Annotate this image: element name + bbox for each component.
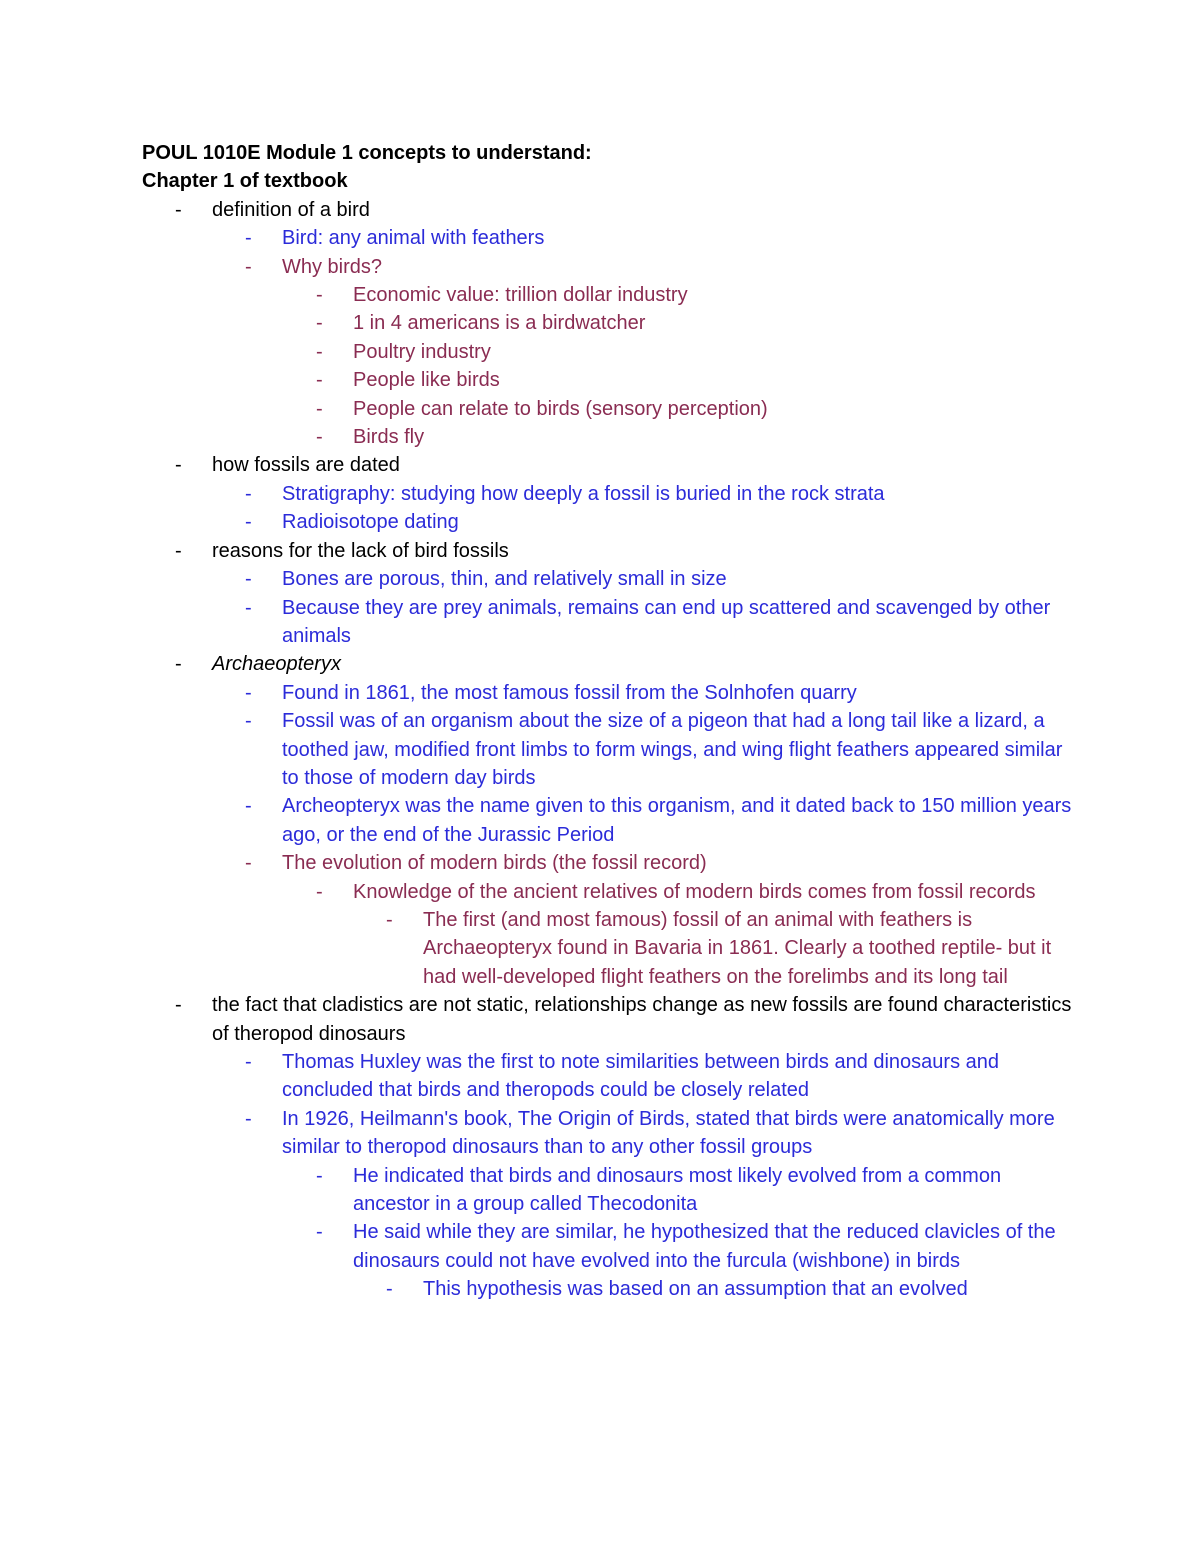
outline-item-text: Economic value: trillion dollar industry: [353, 284, 688, 307]
bullet-dash: -: [316, 1221, 323, 1244]
outline-item-text: This hypothesis was based on an assumption that an evolved: [423, 1278, 968, 1301]
outline-item-level-2: [142, 253, 1072, 281]
bullet-dash: -: [175, 539, 182, 562]
bullet-dash: -: [245, 255, 252, 278]
bullet-dash: -: [175, 653, 182, 676]
bullet-dash: -: [245, 795, 252, 818]
chapter-heading: Chapter 1 of textbook: [142, 170, 348, 193]
outline-item-level-2: [142, 508, 1072, 536]
bullet-dash: -: [245, 482, 252, 505]
outline-item-text: People like birds: [353, 369, 500, 392]
bullet-dash: -: [316, 397, 323, 420]
outline-item-level-3: [142, 338, 1072, 366]
bullet-dash: -: [316, 426, 323, 449]
outline-item-text: Birds fly: [353, 426, 425, 449]
outline-list: [142, 196, 1072, 1304]
outline-item-level-1: [142, 991, 1072, 1048]
outline-item-text: Because they are prey animals, remains can end up scattered and scavenged by other animals: [282, 596, 1051, 647]
outline-item-text: Bones are porous, thin, and relatively small in size: [282, 568, 727, 591]
outline-item-level-2: [142, 679, 1072, 707]
outline-item-text: The first (and most famous) fossil of an animal with feathers is Archaeopteryx found in Bavaria in 1861. Clearly a toothed reptile- but it had well-developed flight feathers on the forelimbs and its long tail: [423, 908, 1052, 988]
outline-item-text: Fossil was of an organism about the size of a pigeon that had a long tail like a lizard, a toothed jaw, modified front limbs to form wings, and wing flight feathers appeared similar to those of modern day birds: [282, 710, 1063, 789]
outline-item-level-1: [142, 537, 1072, 565]
outline-item-level-4: [142, 906, 1072, 991]
bullet-dash: -: [245, 568, 252, 591]
bullet-dash: -: [316, 1164, 323, 1187]
bullet-dash: -: [386, 1278, 393, 1301]
bullet-dash: -: [245, 681, 252, 704]
outline-item-level-2: [142, 224, 1072, 252]
outline-item-text: Poultry industry: [353, 340, 491, 363]
outline-item-level-1: [142, 196, 1072, 224]
outline-item-text: 1 in 4 americans is a birdwatcher: [353, 312, 646, 335]
outline-item-text: In 1926, Heilmann's book, The Origin of Birds, stated that birds were anatomically more similar to theropod dinosaurs than to any other fossil groups: [282, 1107, 1055, 1159]
outline-item-level-3: [142, 423, 1072, 451]
document-page: [142, 139, 1072, 1304]
outline-item-level-3: [142, 309, 1072, 337]
bullet-dash: -: [245, 511, 252, 534]
outline-item-text: He indicated that birds and dinosaurs most likely evolved from a common ancestor in a group called Thecodonita: [353, 1164, 1002, 1216]
outline-item-text: Archeopteryx was the name given to this organism, and it dated back to 150 million years ago, or the end of the Jurassic Period: [282, 795, 1072, 846]
outline-item-level-3: [142, 878, 1072, 906]
outline-item-text: He said while they are similar, he hypothesized that the reduced clavicles of the dinosaurs could not have evolved into the furcula (wishbone) in birds: [353, 1221, 1056, 1272]
outline-item-text: Stratigraphy: studying how deeply a fossil is buried in the rock strata: [282, 482, 885, 505]
bullet-dash: -: [245, 852, 252, 875]
bullet-dash: -: [175, 994, 182, 1017]
outline-item-text: Found in 1861, the most famous fossil from the Solnhofen quarry: [282, 681, 857, 704]
outline-item-text: Knowledge of the ancient relatives of modern birds comes from fossil records: [353, 880, 1036, 903]
outline-item-level-2: [142, 849, 1072, 877]
outline-item-text: how fossils are dated: [212, 454, 400, 477]
outline-item-level-2: [142, 1048, 1072, 1105]
outline-item-level-3: [142, 395, 1072, 423]
document-title: POUL 1010E Module 1 concepts to understand:: [142, 142, 592, 164]
bullet-dash: -: [316, 369, 323, 392]
outline-item-text: reasons for the lack of bird fossils: [212, 539, 509, 562]
outline-item-level-4: [142, 1275, 1072, 1303]
outline-item-level-3: [142, 366, 1072, 394]
bullet-dash: -: [245, 710, 252, 733]
bullet-dash: -: [316, 340, 323, 363]
bullet-dash: -: [316, 284, 323, 307]
bullet-dash: -: [316, 880, 323, 903]
outline-item-text: Thomas Huxley was the first to note similarities between birds and dinosaurs and concluded that birds and theropods could be closely related: [282, 1051, 1000, 1102]
outline-item-level-3: [142, 1218, 1072, 1275]
bullet-dash: -: [316, 312, 323, 335]
outline-item-level-2: [142, 707, 1072, 792]
outline-item-text: The evolution of modern birds (the fossil record): [282, 852, 707, 875]
outline-item-text: Bird: any animal with feathers: [282, 227, 545, 250]
bullet-dash: -: [245, 1107, 252, 1130]
outline-item-text: Radioisotope dating: [282, 511, 459, 534]
outline-item-text: People can relate to birds (sensory perception): [353, 397, 768, 420]
outline-item-level-2: [142, 1105, 1072, 1162]
outline-item-text: Why birds?: [282, 255, 383, 278]
bullet-dash: -: [245, 1051, 252, 1073]
outline-item-text: definition of a bird: [212, 198, 370, 221]
outline-item-text: the fact that cladistics are not static, relationships change as new fossils are found characteristics of theropod dinosaurs: [212, 994, 1072, 1045]
bullet-dash: -: [175, 454, 182, 477]
outline-item-level-2: [142, 594, 1072, 651]
outline-item-level-1: [142, 650, 1072, 678]
outline-item-text: Archaeopteryx: [212, 653, 341, 676]
outline-item-level-2: [142, 480, 1072, 508]
outline-item-level-3: [142, 281, 1072, 309]
bullet-dash: -: [245, 596, 252, 619]
outline-item-level-1: [142, 451, 1072, 479]
outline-item-level-2: [142, 792, 1072, 849]
bullet-dash: -: [245, 227, 252, 250]
bullet-dash: -: [175, 198, 182, 221]
outline-item-level-2: [142, 565, 1072, 593]
bullet-dash: -: [386, 908, 393, 931]
outline-item-level-3: [142, 1162, 1072, 1219]
